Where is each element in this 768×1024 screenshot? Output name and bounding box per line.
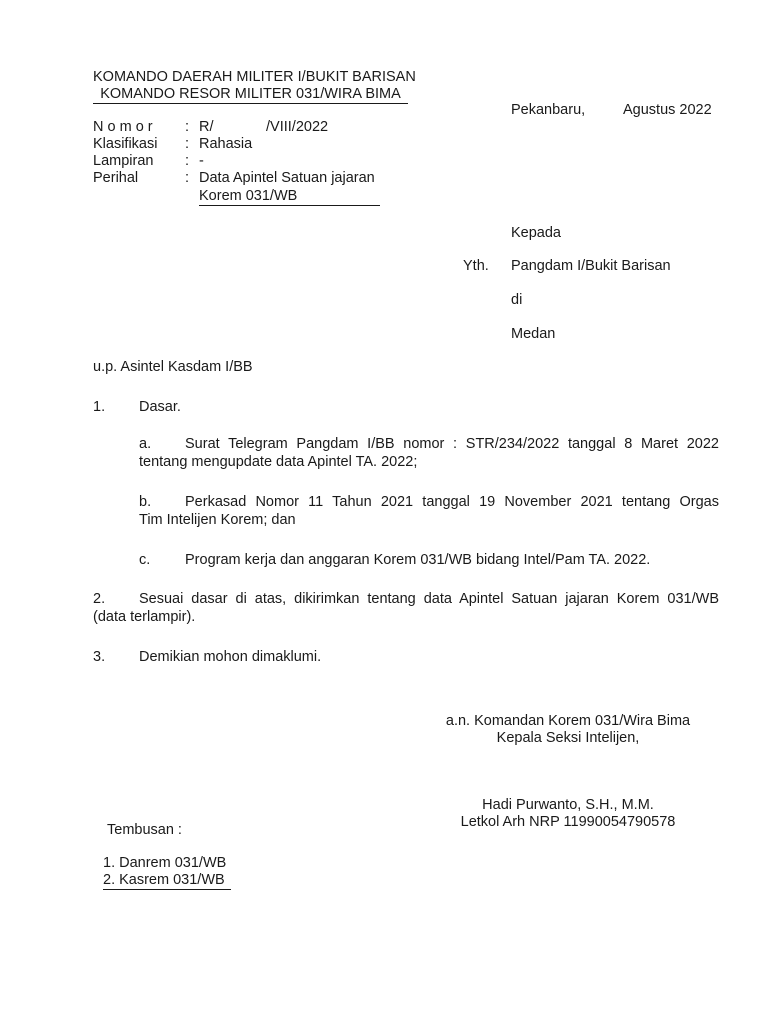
meta-colon: : bbox=[185, 119, 190, 135]
tembusan-item: 2. Kasrem 031/WB bbox=[103, 872, 231, 890]
sub-item-letter: a. bbox=[139, 436, 152, 452]
meta-colon: : bbox=[185, 170, 190, 186]
letterhead-line-2: KOMANDO RESOR MILITER 031/WIRA BIMA bbox=[93, 86, 408, 104]
meta-value-nomor: R/ bbox=[199, 119, 214, 135]
signature-rank-nrp: Letkol Arh NRP 11990054790578 bbox=[460, 814, 676, 830]
sub-item-letter: c. bbox=[139, 552, 151, 568]
sub-item-text-cont: Tim Intelijen Korem; dan bbox=[139, 512, 296, 528]
sub-item-text: Surat Telegram Pangdam I/BB nomor : STR/234/2022 tanggal 8 Maret 2022 bbox=[185, 436, 719, 452]
meta-value-klasifikasi: Rahasia bbox=[199, 136, 253, 152]
meta-value-lampiran: - bbox=[199, 153, 204, 169]
meta-label-lampiran: Lampiran bbox=[93, 153, 154, 169]
tembusan-title: Tembusan : bbox=[107, 822, 182, 838]
meta-value-perihal-cont: Korem 031/WB bbox=[199, 188, 380, 206]
meta-label-klasifikasi: Klasifikasi bbox=[93, 136, 158, 152]
signature-on-behalf: a.n. Komandan Korem 031/Wira Bima bbox=[445, 713, 691, 729]
paragraph-number: 1. bbox=[93, 399, 106, 415]
paragraph-text-cont: (data terlampir). bbox=[93, 609, 196, 625]
signature-name: Hadi Purwanto, S.H., M.M. bbox=[482, 797, 654, 813]
recipient-yth: Yth. bbox=[463, 258, 489, 274]
meta-label-perihal: Perihal bbox=[93, 170, 139, 186]
paragraph-text: Sesuai dasar di atas, dikirimkan tentang data Apintel Satuan jajaran Korem 031/WB bbox=[139, 591, 719, 607]
tembusan-item: 1. Danrem 031/WB bbox=[103, 855, 227, 871]
sub-item-text: Perkasad Nomor 11 Tahun 2021 tanggal 19 November 2021 tentang Orgas bbox=[185, 494, 719, 510]
meta-value-perihal: Data Apintel Satuan jajaran bbox=[199, 170, 375, 186]
recipient-name: Pangdam I/Bukit Barisan bbox=[511, 258, 671, 274]
recipient-kepada: Kepada bbox=[511, 225, 561, 241]
signature-position: Kepala Seksi Intelijen, bbox=[496, 730, 640, 746]
paragraph-text: Dasar. bbox=[139, 399, 181, 415]
letterhead-line-1: KOMANDO DAERAH MILITER I/BUKIT BARISAN bbox=[93, 69, 416, 85]
date: Agustus 2022 bbox=[623, 102, 712, 118]
attention-line: u.p. Asintel Kasdam I/BB bbox=[93, 359, 253, 375]
meta-colon: : bbox=[185, 153, 190, 169]
place: Pekanbaru, bbox=[511, 102, 586, 118]
paragraph-number: 3. bbox=[93, 649, 106, 665]
sub-item-text: Program kerja dan anggaran Korem 031/WB bidang Intel/Pam TA. 2022. bbox=[185, 552, 651, 568]
recipient-city: Medan bbox=[511, 326, 556, 342]
meta-value-nomor-suffix: /VIII/2022 bbox=[266, 119, 329, 135]
meta-colon: : bbox=[185, 136, 190, 152]
paragraph-text: Demikian mohon dimaklumi. bbox=[139, 649, 322, 665]
paragraph-number: 2. bbox=[93, 591, 106, 607]
sub-item-letter: b. bbox=[139, 494, 152, 510]
recipient-di: di bbox=[511, 292, 523, 308]
sub-item-text-cont: tentang mengupdate data Apintel TA. 2022; bbox=[139, 454, 418, 470]
meta-label-nomor: N o m o r bbox=[93, 119, 153, 135]
